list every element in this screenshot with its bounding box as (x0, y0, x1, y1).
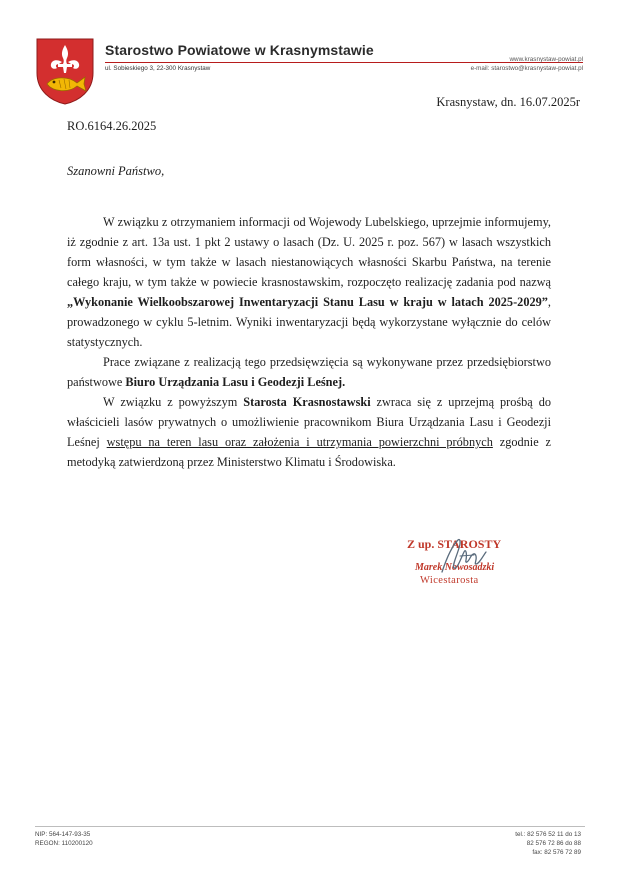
footer-phone-2: 82 576 72 86 do 88 (526, 840, 581, 847)
paragraph-3-text-end: zgodnie z metodyką zatwierdzoną przez Ministerstwo Klimatu i Środowiska. (67, 435, 551, 469)
paragraph-3 (67, 392, 551, 472)
contractor-name: Biuro Urządzania Lasu i Geodezji Leśnej. (125, 375, 346, 389)
paragraph-1-text-end: , prowadzonego w cyklu 5-letnim. Wyniki inwentaryzacji będą wykorzystane wyłącznie do celów statystycznych. (67, 295, 551, 349)
paragraph-3-text: W związku z powyższym (103, 395, 244, 409)
paragraph-1-text: W związku z otrzymaniem informacji od Wojewody Lubelskiego, uprzejmie informujemy, iż zgodnie z art. 13a ust. 1 pkt 2 ustawy o lasach (Dz. U. 2025 r. poz. 567) w lasach wszystkich form własności, w tym także w lasach niestanowiących własności Skarbu Państwa, na terenie całego kraju, w tym także w powiecie krasnostawskim, rozpoczęto realizację zadania pod nazwą (67, 215, 551, 289)
letter-body (67, 212, 551, 472)
paragraph-2-text: Prace związane z realizacją tego przedsięwzięcia są wykonywane przez przedsiębiorstwo państwowe (67, 355, 551, 389)
stamp-line-position: Wicestarosta (420, 575, 479, 586)
footer-registration (35, 830, 93, 848)
paragraph-2 (67, 352, 551, 392)
starosta-title: Starosta Krasnostawski (243, 395, 371, 409)
org-address: ul. Sobieskiego 3, 22-300 Krasnystaw (105, 65, 211, 72)
footer-fax: fax: 82 576 72 89 (532, 849, 581, 856)
handwritten-signature-icon (430, 534, 500, 578)
footer-contact (515, 830, 581, 857)
org-website[interactable]: www.krasnystaw-powiat.pl (509, 56, 583, 63)
footer-phone: tel.: 82 576 52 11 do 13 (515, 831, 581, 838)
request-emphasis: wstępu na teren lasu oraz założenia i utrzymania powierzchni próbnych (106, 435, 493, 449)
salutation: Szanowni Państwo, (67, 164, 165, 178)
paragraph-1 (67, 212, 551, 352)
stamp-line-name: Marek Nowosadzki (415, 562, 495, 573)
org-email[interactable]: e-mail: starostwo@krasnystaw-powiat.pl (470, 65, 583, 72)
place-date: Krasnystaw, dn. 16.07.2025r (436, 95, 580, 109)
coat-of-arms-icon (35, 37, 95, 105)
reference-number: RO.6164.26.2025 (67, 119, 157, 133)
footer-divider (35, 826, 585, 827)
footer-regon: REGON: 110200120 (35, 840, 93, 847)
footer-nip: NIP: 564-147-93-35 (35, 831, 91, 838)
org-name: Starostwo Powiatowe w Krasnymstawie (105, 42, 374, 58)
task-name: „Wykonanie Wielkoobszarowej Inwentaryzacji Stanu Lasu w kraju w latach 2025-2029” (67, 295, 548, 309)
paragraph-3-text-mid: zwraca się z uprzejmą prośbą do właścicieli lasów prywatnych o umożliwienie pracownikom Biura Urządzania Lasu i Geodezji Leśnej (67, 395, 551, 449)
stamp-line-authorization: Z up. STAROSTY (407, 537, 502, 551)
